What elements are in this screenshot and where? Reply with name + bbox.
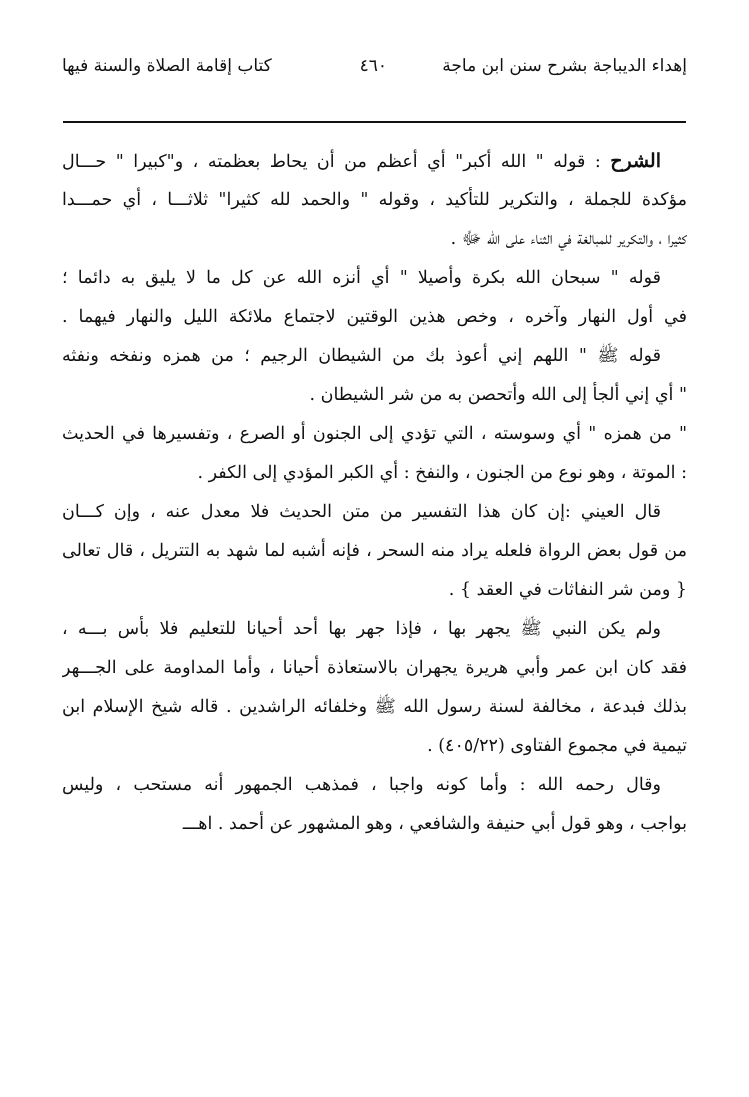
text-line: من قول بعض الرواة فلعله يراد منه السحر ، فإنه أشبه لما شهد به التتريل ، قال تعالى [62, 541, 687, 561]
text-line: ولم يكن النبي ﷺ يجهر بها ، فإذا جهر بها أحد أحيانا للتعليم فلا بأس بـــه ، [62, 619, 661, 639]
text-line: " من همزه " أي وسوسته ، التي تؤدي إلى الجنون أو الصرع ، وتفسيرها في الحديث [62, 424, 687, 444]
text-line-content: : قوله " الله أكبر" أي أعظم من أن يحاط بعظمته ، و"كبيرا " حـــال [62, 152, 611, 172]
text-line: مؤكدة للجملة ، والتكرير للتأكيد ، وقوله " والحمد لله كثيرا" ثلاثـــا ، أي حمـــدا [62, 190, 687, 210]
text-line [62, 142, 687, 181]
chapter-title: كتاب إقامة الصلاة والسنة فيها [62, 56, 272, 76]
text-line: كثيرا ، والتكرير للمبالغة في الثناء على الله ﷻ . [450, 229, 687, 249]
header-rule [63, 121, 686, 123]
text-line: قال العيني :إن كان هذا التفسير من متن الحديث فلا معدل عنه ، وإن كـــان [62, 502, 661, 522]
text-line: تيمية في مجموع الفتاوى (٤٠٥/٢٢) . [427, 736, 687, 756]
quran-quote: { ومن شر النفاثات في العقد } . [448, 580, 687, 600]
text-line: بذلك فبدعة ، مخالفة لسنة رسول الله ﷺ وخلفائه الراشدين . قاله شيخ الإسلام ابن [62, 697, 687, 717]
main-text [62, 142, 687, 844]
book-title: إهداء الديباجة بشرح سنن ابن ماجة [442, 56, 687, 76]
text-line: فقد كان ابن عمر وأبي هريرة يجهران بالاستعاذة أحيانا ، وأما المداومة على الجـــهر [62, 658, 687, 678]
text-line: قوله " سبحان الله بكرة وأصيلا " أي أنزه الله عن كل ما لا يليق به دائما ؛ [62, 268, 661, 288]
text-line: : الموتة ، وهو نوع من الجنون ، والنفخ : أي الكبر المؤدي إلى الكفر . [197, 463, 687, 483]
text-line: قوله ﷺ " اللهم إني أعوذ بك من الشيطان الرجيم ؛ من همزه ونفخه ونفثه [62, 346, 661, 366]
text-line: في أول النهار وآخره ، وخص هذين الوقتين لاجتماع ملائكة الليل والنهار فيهما . [62, 307, 687, 327]
running-header [62, 56, 687, 88]
commentary-heading: الشرح [610, 150, 661, 172]
text-line: وقال رحمه الله : وأما كونه واجبا ، فمذهب الجمهور أنه مستحب ، وليس [62, 775, 661, 795]
text-line: " أي إني ألجأ إلى الله وأتحصن به من شر الشيطان . [309, 385, 687, 405]
page-number: ٤٦٠ [359, 56, 387, 76]
text-line: بواجب ، وهو قول أبي حنيفة والشافعي ، وهو المشهور عن أحمد . اهـــ [182, 814, 687, 834]
